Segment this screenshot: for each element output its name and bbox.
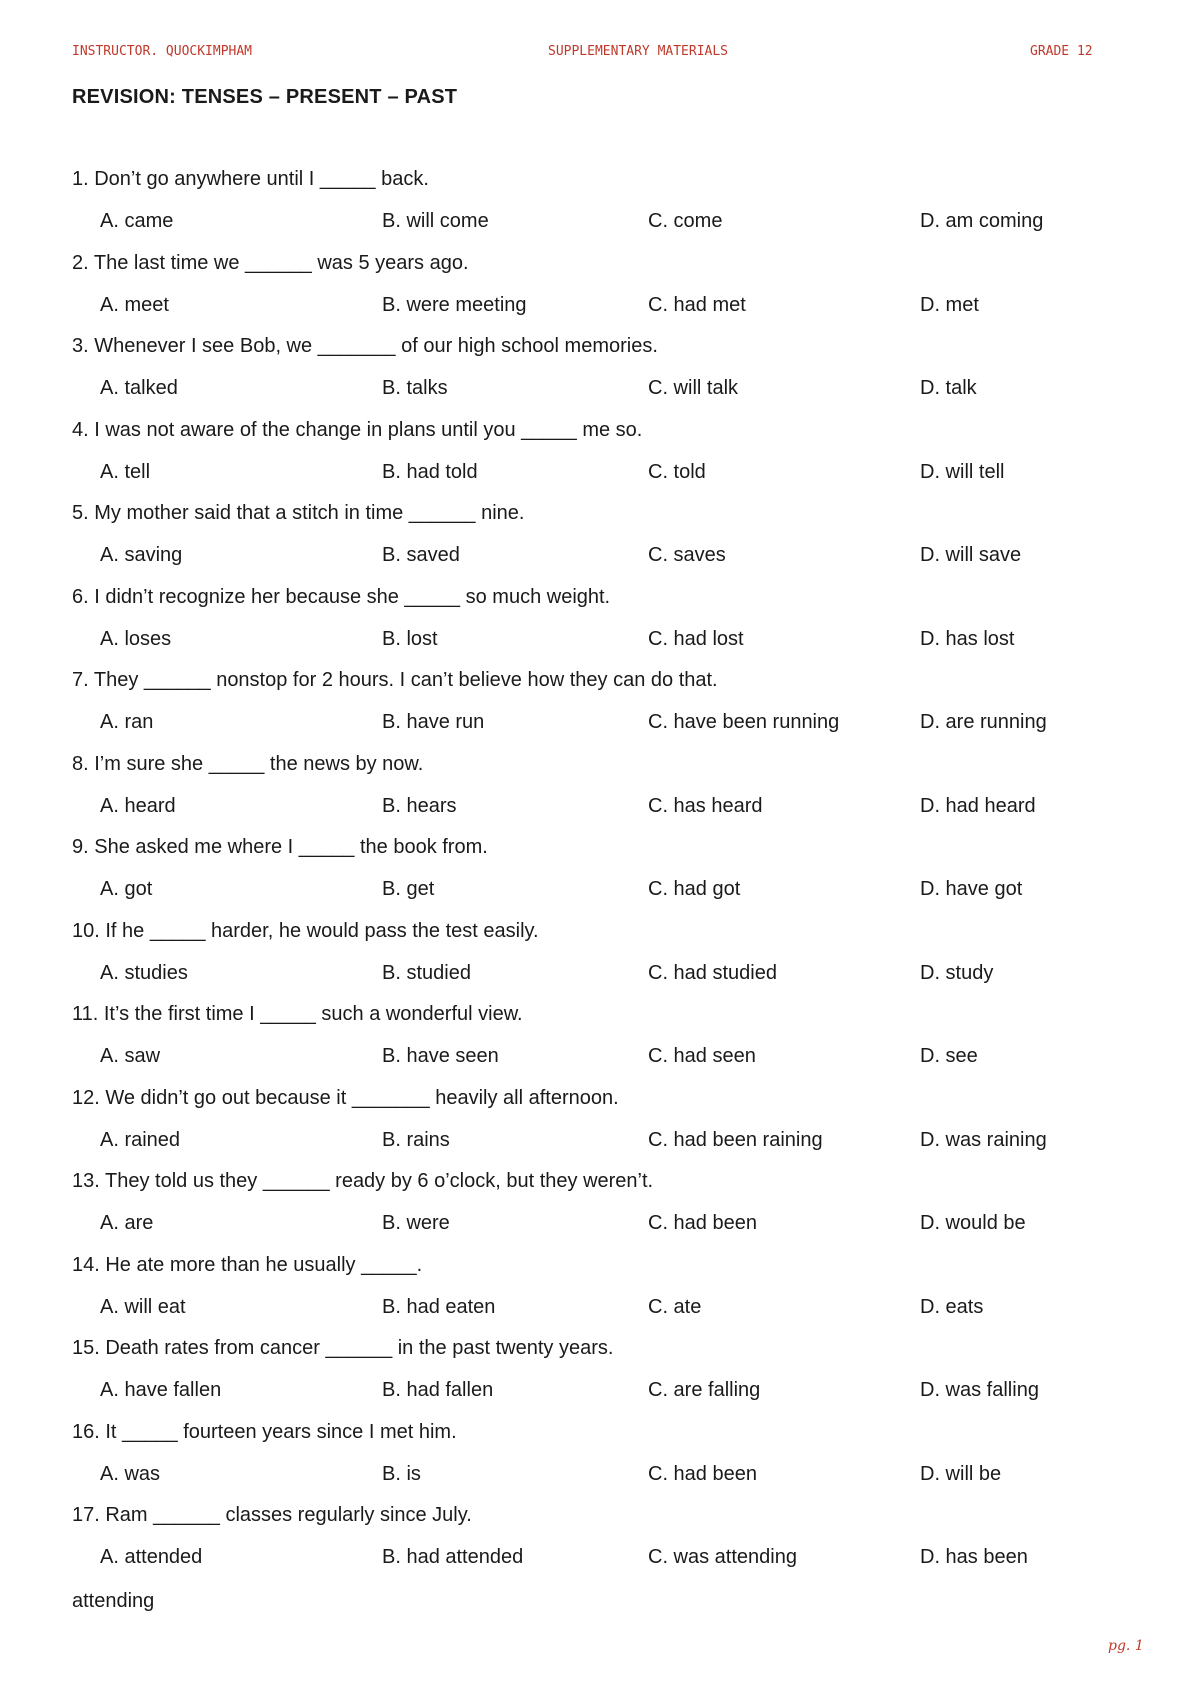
answer-option-d: D. will tell bbox=[920, 461, 1005, 483]
answer-option-b: B. will come bbox=[382, 210, 489, 232]
question-stem: 1. Don’t go anywhere until I _____ back. bbox=[72, 168, 429, 190]
answer-option-c: C. had got bbox=[648, 878, 741, 900]
page-title: REVISION: TENSES – PRESENT – PAST bbox=[72, 86, 458, 108]
answer-option-c: C. will talk bbox=[648, 377, 739, 399]
answer-option-c: C. saves bbox=[648, 544, 726, 566]
answer-option-a: A. have fallen bbox=[100, 1379, 222, 1401]
answer-option-b: B. talks bbox=[382, 377, 448, 399]
question-stem: 6. I didn’t recognize her because she _____ so much weight. bbox=[72, 586, 611, 608]
answer-option-c: C. had been bbox=[648, 1463, 757, 1485]
question-stem: 13. They told us they ______ ready by 6 o’clock, but they weren’t. bbox=[72, 1170, 654, 1192]
answer-option-d: D. has lost bbox=[920, 628, 1015, 650]
answer-option-a: A. meet bbox=[100, 294, 169, 316]
question-stem: 5. My mother said that a stitch in time ______ nine. bbox=[72, 502, 525, 524]
question-stem: 15. Death rates from cancer ______ in the past twenty years. bbox=[72, 1337, 614, 1359]
answer-option-d: D. would be bbox=[920, 1212, 1026, 1234]
answer-option-d: D. has been bbox=[920, 1546, 1028, 1568]
answer-option-d: D. have got bbox=[920, 878, 1023, 900]
grade-label: GRADE 12 bbox=[1030, 44, 1093, 59]
answer-option-b: B. hears bbox=[382, 795, 457, 817]
answer-option-a: A. are bbox=[100, 1212, 154, 1234]
answer-option-d: D. met bbox=[920, 294, 979, 316]
answer-option-b: B. had told bbox=[382, 461, 478, 483]
answer-option-b: B. is bbox=[382, 1463, 421, 1485]
answer-option-c: C. ate bbox=[648, 1296, 702, 1318]
answer-option-a: A. saving bbox=[100, 544, 183, 566]
question-stem: 9. She asked me where I _____ the book from. bbox=[72, 836, 488, 858]
answer-option-a: A. talked bbox=[100, 377, 178, 399]
question-stem: 7. They ______ nonstop for 2 hours. I can’t believe how they can do that. bbox=[72, 669, 718, 691]
answer-option-d: D. will save bbox=[920, 544, 1022, 566]
instructor-label: INSTRUCTOR. QUOCKIMPHAM bbox=[72, 44, 253, 59]
answer-option-b: B. lost bbox=[382, 628, 438, 650]
answer-option-b: B. had attended bbox=[382, 1546, 524, 1568]
question-stem: 2. The last time we ______ was 5 years ago. bbox=[72, 252, 469, 274]
answer-option-c: C. had met bbox=[648, 294, 746, 316]
answer-option-a: A. rained bbox=[100, 1129, 181, 1151]
answer-option-d: D. talk bbox=[920, 377, 977, 399]
option-wrap-tail: attending bbox=[72, 1590, 155, 1612]
answer-option-c: C. had lost bbox=[648, 628, 744, 650]
answer-option-b: B. had eaten bbox=[382, 1296, 496, 1318]
answer-option-a: A. ran bbox=[100, 711, 154, 733]
answer-option-c: C. are falling bbox=[648, 1379, 761, 1401]
answer-option-a: A. tell bbox=[100, 461, 151, 483]
answer-option-c: C. has heard bbox=[648, 795, 763, 817]
answer-option-d: D. study bbox=[920, 962, 994, 984]
answer-option-c: C. had been raining bbox=[648, 1129, 823, 1151]
question-stem: 14. He ate more than he usually _____. bbox=[72, 1254, 423, 1276]
answer-option-b: B. get bbox=[382, 878, 435, 900]
answer-option-b: B. saved bbox=[382, 544, 460, 566]
answer-option-a: A. loses bbox=[100, 628, 172, 650]
answer-option-c: C. had studied bbox=[648, 962, 777, 984]
question-stem: 8. I’m sure she _____ the news by now. bbox=[72, 753, 424, 775]
answer-option-b: B. have run bbox=[382, 711, 485, 733]
answer-option-d: D. eats bbox=[920, 1296, 984, 1318]
answer-option-d: D. are running bbox=[920, 711, 1047, 733]
answer-option-a: A. studies bbox=[100, 962, 188, 984]
answer-option-d: D. was raining bbox=[920, 1129, 1047, 1151]
answer-option-c: C. was attending bbox=[648, 1546, 797, 1568]
materials-label: SUPPLEMENTARY MATERIALS bbox=[548, 44, 729, 59]
answer-option-c: C. had seen bbox=[648, 1045, 756, 1067]
answer-option-d: D. am coming bbox=[920, 210, 1044, 232]
answer-option-c: C. told bbox=[648, 461, 706, 483]
answer-option-d: D. see bbox=[920, 1045, 978, 1067]
answer-option-b: B. had fallen bbox=[382, 1379, 494, 1401]
answer-option-b: B. rains bbox=[382, 1129, 450, 1151]
question-stem: 10. If he _____ harder, he would pass the test easily. bbox=[72, 920, 539, 942]
answer-option-b: B. have seen bbox=[382, 1045, 499, 1067]
answer-option-a: A. got bbox=[100, 878, 153, 900]
answer-option-a: A. was bbox=[100, 1463, 161, 1485]
answer-option-a: A. came bbox=[100, 210, 174, 232]
answer-option-a: A. heard bbox=[100, 795, 176, 817]
question-stem: 12. We didn’t go out because it _______ heavily all afternoon. bbox=[72, 1087, 619, 1109]
question-stem: 17. Ram ______ classes regularly since July. bbox=[72, 1504, 472, 1526]
page-number: pg. 1 bbox=[1108, 1638, 1144, 1654]
question-stem: 3. Whenever I see Bob, we _______ of our high school memories. bbox=[72, 335, 658, 357]
question-stem: 4. I was not aware of the change in plans until you _____ me so. bbox=[72, 419, 643, 441]
page-header bbox=[0, 44, 1200, 68]
answer-option-c: C. have been running bbox=[648, 711, 840, 733]
answer-option-d: D. had heard bbox=[920, 795, 1036, 817]
answer-option-b: B. were bbox=[382, 1212, 450, 1234]
answer-option-c: C. come bbox=[648, 210, 723, 232]
answer-option-d: D. will be bbox=[920, 1463, 1002, 1485]
question-stem: 11. It’s the first time I _____ such a wonderful view. bbox=[72, 1003, 523, 1025]
answer-option-b: B. studied bbox=[382, 962, 471, 984]
question-stem: 16. It _____ fourteen years since I met him. bbox=[72, 1421, 457, 1443]
answer-option-b: B. were meeting bbox=[382, 294, 527, 316]
answer-option-a: A. attended bbox=[100, 1546, 203, 1568]
answer-option-a: A. saw bbox=[100, 1045, 161, 1067]
answer-option-d: D. was falling bbox=[920, 1379, 1039, 1401]
answer-option-a: A. will eat bbox=[100, 1296, 186, 1318]
answer-option-c: C. had been bbox=[648, 1212, 757, 1234]
